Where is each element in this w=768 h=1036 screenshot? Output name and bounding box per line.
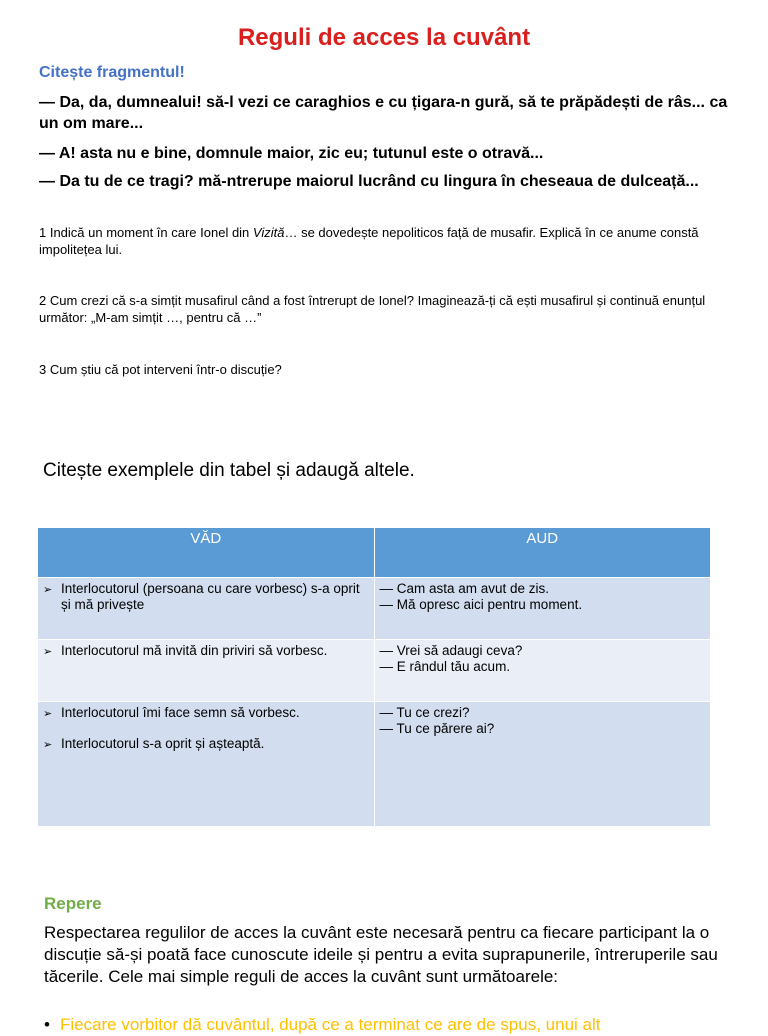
hear-cell [374, 702, 711, 827]
rules-table [37, 527, 711, 827]
arrow-bullet-icon: ➢ [43, 646, 53, 658]
see-cell [38, 578, 375, 640]
see-text: Interlocutorul mă invită din priviri să vorbesc. [61, 643, 328, 658]
hear-cell [374, 640, 711, 702]
dialogue-line: — Da, da, dumnealui! să-l vezi ce caraghios e cu țigara-n gură, să te prăpădești de râs... ca un om mare... [39, 94, 728, 132]
question-1-title: Vizită [252, 225, 285, 240]
hear-line: — Vrei să adaugi ceva? [379, 643, 523, 658]
dialogue-line: — A! asta nu e bine, domnule maior, zic eu; tutunul este o otravă... [39, 145, 544, 162]
arrow-bullet-icon: ➢ [43, 708, 53, 720]
see-text: Interlocutorul îmi face semn să vorbesc. [61, 705, 300, 720]
see-cell [38, 640, 375, 702]
table-instruction: Citește exemplele din tabel și adaugă altele. [43, 460, 415, 481]
hear-line: — Tu ce părere ai? [379, 721, 495, 736]
hear-cell [374, 578, 711, 640]
question-1 [39, 224, 739, 258]
hear-line: — Mă opresc aici pentru moment. [379, 597, 583, 612]
page-title: Reguli de acces la cuvânt [237, 24, 531, 51]
bullet-icon: • [44, 1015, 50, 1034]
list-item [43, 643, 370, 660]
arrow-bullet-icon: ➢ [43, 584, 53, 596]
see-cell [38, 702, 375, 827]
hear-line: — Cam asta am avut de zis. [379, 581, 550, 596]
question-1-text-end: … se dovedește nepoliticos față de musafir. Explică în ce anume constă impolitețea lui. [39, 225, 699, 257]
list-item [43, 736, 370, 753]
column-header-see: VĂD [38, 528, 375, 578]
dialogue-line: — Da tu de ce tragi? mă-ntrerupe maiorul lucrând cu lingura în cheseaua de dulceață... [39, 173, 699, 190]
list-item [43, 705, 370, 722]
repere-list-item [44, 1014, 744, 1036]
question-2: 2 Cum crezi că s-a simțit musafirul când a fost întrerupt de Ionel? Imaginează-ți că ești musafirul și continuă enunțul următor: „M-am simțit …, pentru că …” [39, 293, 706, 325]
see-text: Interlocutorul s-a oprit și așteaptă. [61, 736, 265, 751]
repere-paragraph: Respectarea regulilor de acces la cuvânt este necesară pentru ca fiecare participant la o discuție să-și poată face cunoscute ideile și pentru a evita suprapunerile, întreruperile sau tăcerile. Cele mai simple reguli de acces la cuvânt sunt următoarele: [44, 923, 718, 986]
repere-item-text: Fiecare vorbitor dă cuvântul, după ce a terminat ce are de spus, unui alt [59, 1015, 601, 1034]
hear-line: — Tu ce crezi? [379, 705, 470, 720]
question-1-text: 1 Indică un moment în care Ionel din [39, 225, 253, 240]
column-header-hear: AUD [374, 528, 711, 578]
question-3: 3 Cum știu că pot interveni într-o discuție? [39, 362, 282, 377]
table-row [38, 702, 711, 827]
section-subtitle: Citește fragmentul! [39, 64, 185, 81]
table-row [38, 578, 711, 640]
see-text: Interlocutorul (persoana cu care vorbesc) s-a oprit și mă privește [61, 581, 360, 612]
list-item [43, 581, 370, 613]
table-row [38, 640, 711, 702]
arrow-bullet-icon: ➢ [43, 739, 53, 751]
hear-line: — E rândul tău acum. [379, 659, 511, 674]
table-header-row [38, 528, 711, 578]
repere-heading: Repere [44, 894, 102, 913]
